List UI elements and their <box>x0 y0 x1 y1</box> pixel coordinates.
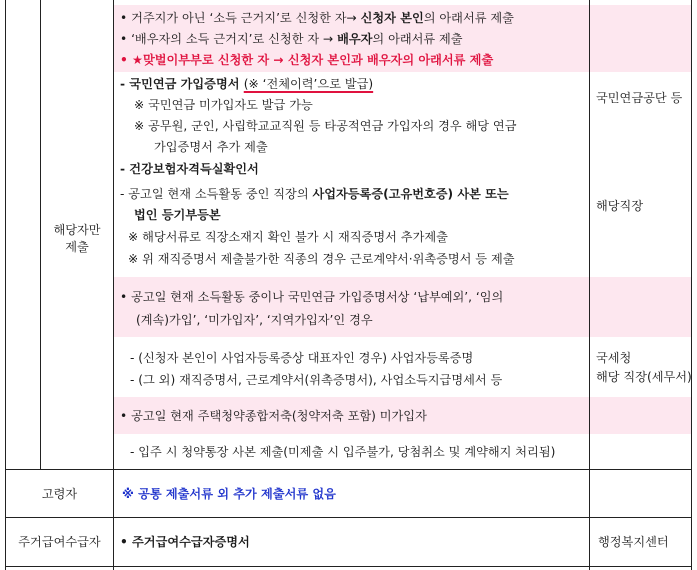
unpaid-line1: • 공고일 현재 소득활동 중이나 국민연금 가입증명서상 ‘납부예외’, ‘임의 <box>120 290 504 304</box>
row-label-applicant-1: 해당자만 <box>53 223 101 237</box>
pension-note-public-2: 가입증명서 추가 제출 <box>154 140 268 154</box>
band-unpaid <box>114 277 589 337</box>
band-unpaid-issuer <box>590 277 691 337</box>
unpaid-line2: (계속)가입’, ‘미가입자’, ‘지역가입자’인 경우 <box>136 313 373 327</box>
pension-certificate: - 국민연금 가입증명서 (※ ‘전체이력’으로 발급) <box>120 77 374 91</box>
border-right <box>691 0 692 570</box>
border-left <box>5 0 6 570</box>
health-insurance-doc: - 건강보험자격득실확인서 <box>120 162 259 176</box>
row-label-applicant-2: 제출 <box>65 240 89 254</box>
unpaid-doc-1: - (신청자 본인이 사업자등록증상 대표자인 경우) 사업자등록증명 <box>130 351 474 365</box>
issuer-pension: 국민연금공단 등 <box>596 91 683 105</box>
row-label-housing-benefit: 주거급여수급자 <box>18 535 101 549</box>
bullet-income-base: • 거주지가 아닌 ‘소득 근거지’로 신청한 자→ 신청자 본인의 아래서류 제출 <box>120 11 514 25</box>
issuer-workplace: 해당직장 <box>596 199 644 213</box>
bullet-spouse-base: • ‘배우자의 소득 근거지’로 신청한 자 → 배우자의 아래서류 제출 <box>120 32 463 46</box>
hline-housing-top <box>5 517 692 518</box>
business-reg-line1: - 공고일 현재 소득활동 중인 직장의 사업자등록증(고유번호증) 사본 또는 <box>120 187 509 201</box>
row-label-elderly: 고령자 <box>41 487 78 501</box>
band-savings-issuer <box>590 397 691 434</box>
border-label-col <box>113 0 114 570</box>
business-note-2: ※ 위 재직증명서 제출불가한 직종의 경우 근로계약서·위촉증명서 등 제출 <box>128 252 515 266</box>
savings-doc: - 입주 시 청약통장 사본 제출(미제출 시 입주불가, 당첨취소 및 계약해지 처리됨) <box>130 445 556 459</box>
pension-note-public-1: ※ 공무원, 군인, 사립학교교직원 등 타공적연금 가입자의 경우 해당 연금 <box>134 119 517 133</box>
housing-benefit-doc: • 주거급여수급자증명서 <box>120 535 250 549</box>
issuer-community-center: 행정복지센터 <box>598 535 669 549</box>
pension-note-unenrolled: ※ 국민연금 미가입자도 발급 가능 <box>134 98 313 112</box>
unpaid-doc-2: - (그 외) 재직증명서, 근로계약서(위촉증명서), 사업소득지급명세서 등 <box>130 373 503 387</box>
band-spouse-issuer <box>590 5 691 72</box>
hline-elderly-top <box>5 469 692 470</box>
business-note-1: ※ 해당서류로 직장소재지 확인 불가 시 재직증명서 추가제출 <box>128 230 448 244</box>
elderly-note: ※ 공통 제출서류 외 추가 제출서류 없음 <box>122 487 336 501</box>
savings-line: • 공고일 현재 주택청약종합저축(청약저축 포함) 미가입자 <box>120 409 427 423</box>
hline-bottom <box>5 566 692 567</box>
border-issuer-col <box>589 0 590 570</box>
business-reg-line2: 법인 등기부등본 <box>134 208 221 222</box>
issuer-tax-office-1: 국세청 <box>596 351 632 365</box>
bullet-dual-income: • ★맞벌이부부로 신청한 자 → 신청자 본인과 배우자의 아래서류 제출 <box>120 53 494 67</box>
issuer-tax-office-2: 해당 직장(세무서) <box>596 370 692 384</box>
